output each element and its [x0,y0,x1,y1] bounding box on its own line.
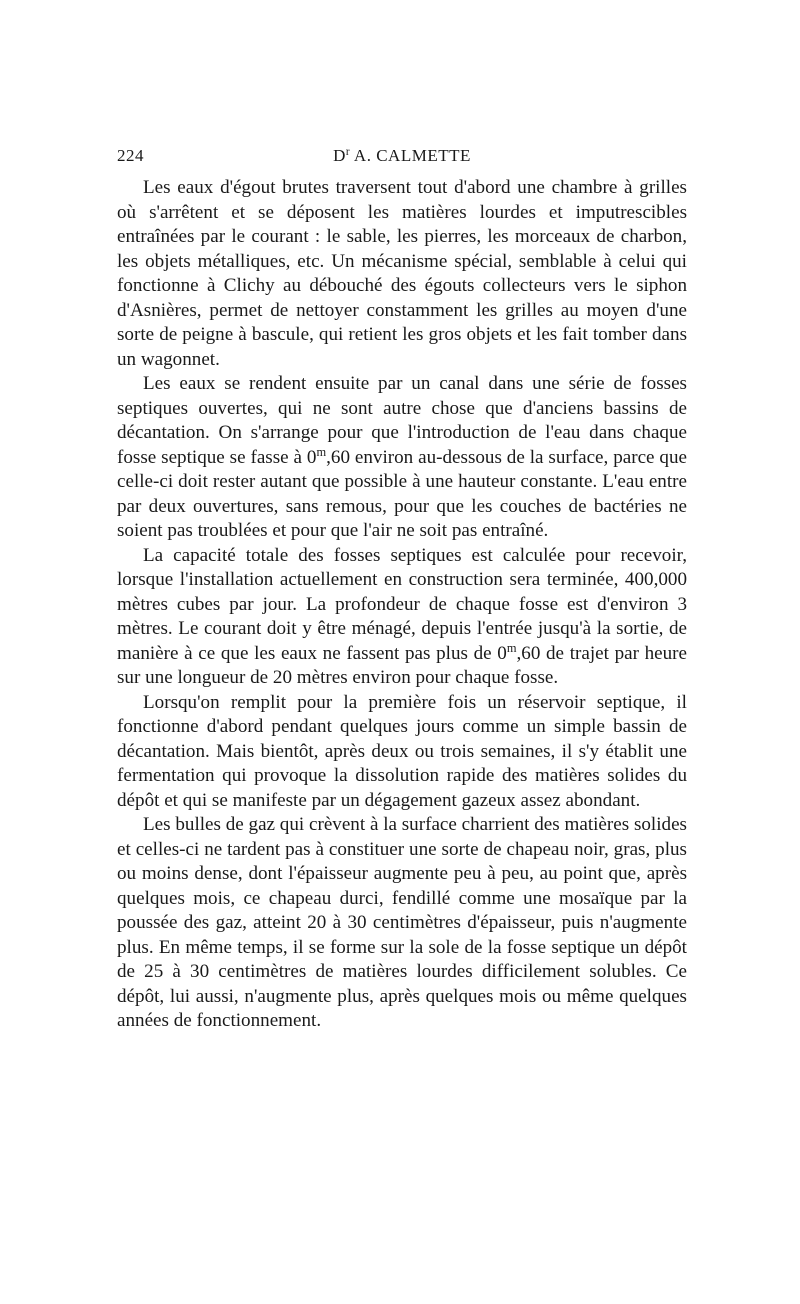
paragraph-fosses-septiques: Les eaux se rendent ensuite par un canal dans une série de fosses septiques ouvertes, qui ne sont autre chose que d'anciens bassins de décantation. On s'arrange pour que l'introduction de l'eau dans chaque fosse septique se fasse à 0$^m$,60 environ au-dessous de la surface, parce que celle-ci doit rester autant que possible à une hauteur constante. L'eau entre par deux ouvertures, sans remous, pour que les couches de bactéries ne soient pas troublées et pour que l'air ne soit pas entraîné. [117,373,687,541]
running-head [117,146,687,170]
paragraph-capacite: La capacité totale des fosses septiques est calculée pour recevoir, lorsque l'installation actuellement en construction sera terminée, 400,000 mètres cubes par jour. La profondeur de chaque fosse est d'environ 3 mètres. Le courant doit y être ménagé, depuis l'entrée jusqu'à la sortie, de manière à ce que les eaux ne fassent pas plus de 0$^m$,60 de trajet par heure sur une longueur de 20 mètres environ pour chaque fosse. [117,544,687,688]
paragraph-grilles: Les eaux d'égout brutes traversent tout d'abord une chambre à grilles où s'arrêtent et se déposent les matières lourdes et imputrescibles entraînées par le courant : le sable, les pierres, les morceaux de charbon, les objets métalliques, etc. Un mécanisme spécial, semblable à celui qui fonctionne à Clichy au débouché des égouts collecteurs vers le siphon d'Asnières, permet de nettoyer constamment les grilles au moyen d'une sorte de peigne à bascule, qui retient les gros objets et les fait tomber dans un wagonnet. [117,177,687,370]
page-number: 224 [117,146,144,165]
superscript: m [316,444,327,459]
paragraph-chapeau: Les bulles de gaz qui crèvent à la surface charrient des matières solides et celles-ci ne tardent pas à constituer une sorte de chapeau noir, gras, plus ou moins dense, dont l'épaisseur augmente peu à peu, au point que, après quelques mois, ce chapeau durci, fendillé comme une mosaïque par la poussée des gaz, atteint 20 à 30 centimètres d'épaisseur, puis n'augmente plus. En même temps, il se forme sur la sole de la fosse septique un dépôt de 25 à 30 centimètres de matières lourdes difficilement solubles. Ce dépôt, lui aussi, n'augmente plus, après quelques mois ou même quelques années de fonctionnement. [117,814,687,1031]
superscript: r [345,145,351,158]
body-text [117,176,687,1034]
paragraph-fermentation: Lorsqu'on remplit pour la première fois un réservoir septique, il fonctionne d'abord pendant quelques jours comme un simple bassin de décantation. Mais bientôt, après deux ou trois semaines, il s'y établit une fermentation qui provoque la dissolution rapide des matières solides du dépôt et qui se manifeste par un dégagement gazeux assez abondant. [117,691,687,811]
running-title: $D^r$ A. CALMETTE [333,145,471,165]
superscript: m [506,640,517,655]
